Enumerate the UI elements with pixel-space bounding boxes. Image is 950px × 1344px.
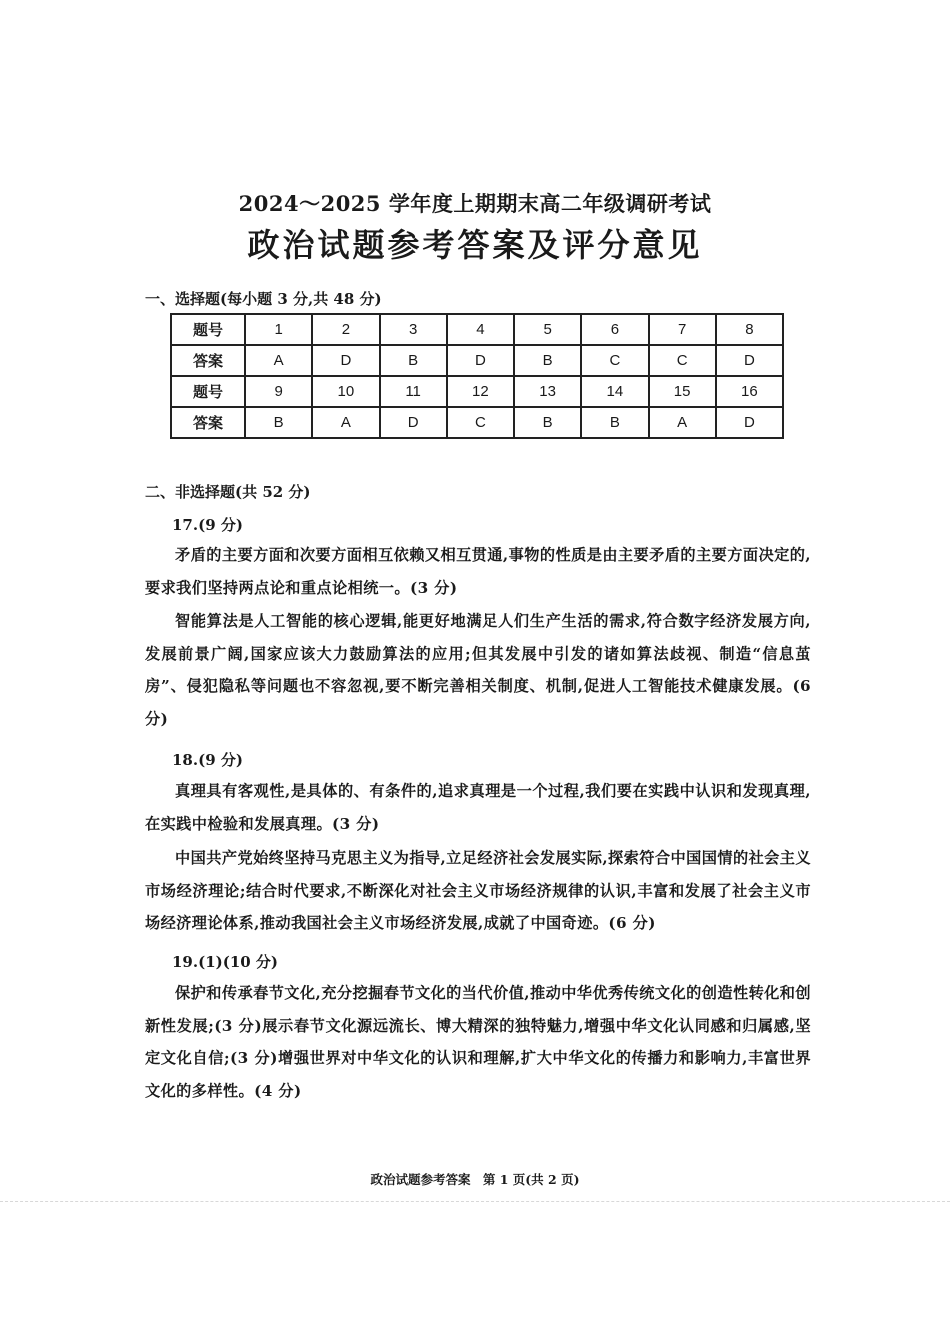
question-number: 5 xyxy=(514,314,581,345)
answer-cell: A xyxy=(649,407,716,438)
answer-cell: D xyxy=(380,407,447,438)
section1-heading: 一、选择题(每小题 3 分,共 48 分) xyxy=(145,290,382,308)
answer-cell: B xyxy=(514,345,581,376)
question-18-paragraph-1: 真理具有客观性,是具体的、有条件的,追求真理是一个过程,我们要在实践中认识和发现真理,在实践中检验和发展真理。(3 分) xyxy=(145,782,811,833)
answer-table xyxy=(170,313,784,439)
answer-cell: B xyxy=(245,407,312,438)
answer-cell: D xyxy=(716,345,783,376)
question-number: 16 xyxy=(716,376,783,407)
table-row xyxy=(171,314,783,345)
answer-cell: A xyxy=(245,345,312,376)
question-label: 题号 xyxy=(171,314,245,345)
answer-cell: C xyxy=(447,407,514,438)
question-number: 12 xyxy=(447,376,514,407)
answer-cell: D xyxy=(716,407,783,438)
answer-cell: B xyxy=(514,407,581,438)
table-row xyxy=(171,407,783,438)
document-title: 政治试题参考答案及评分意见 xyxy=(247,226,703,264)
exam-title: 2024～2025 学年度上期期末高二年级调研考试 xyxy=(238,191,712,216)
question-number: 15 xyxy=(649,376,716,407)
question-number: 11 xyxy=(380,376,447,407)
question-number: 3 xyxy=(380,314,447,345)
question-17-paragraph-1: 矛盾的主要方面和次要方面相互依赖又相互贯通,事物的性质是由主要矛盾的主要方面决定的,要求我们坚持两点论和重点论相统一。(3 分) xyxy=(145,546,811,597)
answer-label: 答案 xyxy=(171,345,245,376)
question-19-paragraph-1: 保护和传承春节文化,充分挖掘春节文化的当代价值,推动中华优秀传统文化的创造性转化和创新性发展;(3 分)展示春节文化源远流长、博大精深的独特魅力,增强中华文化认同感和归属感,坚定文化自信;(3 分)增强世界对中华文化的认识和理解,扩大中华文化的传播力和影响力,丰富世界文化的多样性。(4 分) xyxy=(145,984,811,1100)
footer-document-name: 政治试题参考答案 xyxy=(370,1172,471,1187)
question-number: 4 xyxy=(447,314,514,345)
answer-cell: B xyxy=(581,407,648,438)
question-number: 7 xyxy=(649,314,716,345)
question-17-number: 17.(9 分) xyxy=(172,516,243,534)
answer-label: 答案 xyxy=(171,407,245,438)
question-number: 1 xyxy=(245,314,312,345)
answer-cell: A xyxy=(312,407,379,438)
answer-cell: C xyxy=(649,345,716,376)
question-number: 6 xyxy=(581,314,648,345)
question-number: 8 xyxy=(716,314,783,345)
footer-page-number: 第 1 页(共 2 页) xyxy=(482,1172,580,1187)
question-number: 13 xyxy=(514,376,581,407)
page-footer xyxy=(0,1170,950,1188)
table-row xyxy=(171,345,783,376)
question-number: 2 xyxy=(312,314,379,345)
answer-cell: D xyxy=(312,345,379,376)
page-bottom-divider xyxy=(0,1201,950,1203)
answer-cell: C xyxy=(581,345,648,376)
table-row xyxy=(171,376,783,407)
question-label: 题号 xyxy=(171,376,245,407)
question-number: 14 xyxy=(581,376,648,407)
question-18-paragraph-2: 中国共产党始终坚持马克思主义为指导,立足经济社会发展实际,探索符合中国国情的社会主义市场经济理论;结合时代要求,不断深化对社会主义市场经济规律的认识,丰富和发展了社会主义市场经济理论体系,推动我国社会主义市场经济发展,成就了中国奇迹。(6 分) xyxy=(145,849,811,932)
answer-cell: D xyxy=(447,345,514,376)
question-number: 9 xyxy=(245,376,312,407)
question-18-number: 18.(9 分) xyxy=(172,751,243,769)
answer-cell: B xyxy=(380,345,447,376)
question-19-number: 19.(1)(10 分) xyxy=(172,953,279,971)
question-number: 10 xyxy=(312,376,379,407)
section2-heading: 二、非选择题(共 52 分) xyxy=(145,483,311,501)
question-17-paragraph-2: 智能算法是人工智能的核心逻辑,能更好地满足人们生产生活的需求,符合数字经济发展方向,发展前景广阔,国家应该大力鼓励算法的应用;但其发展中引发的诸如算法歧视、制造“信息茧房”、侵犯隐私等问题也不容忽视,要不断完善相关制度、机制,促进人工智能技术健康发展。(6 分) xyxy=(145,612,811,728)
